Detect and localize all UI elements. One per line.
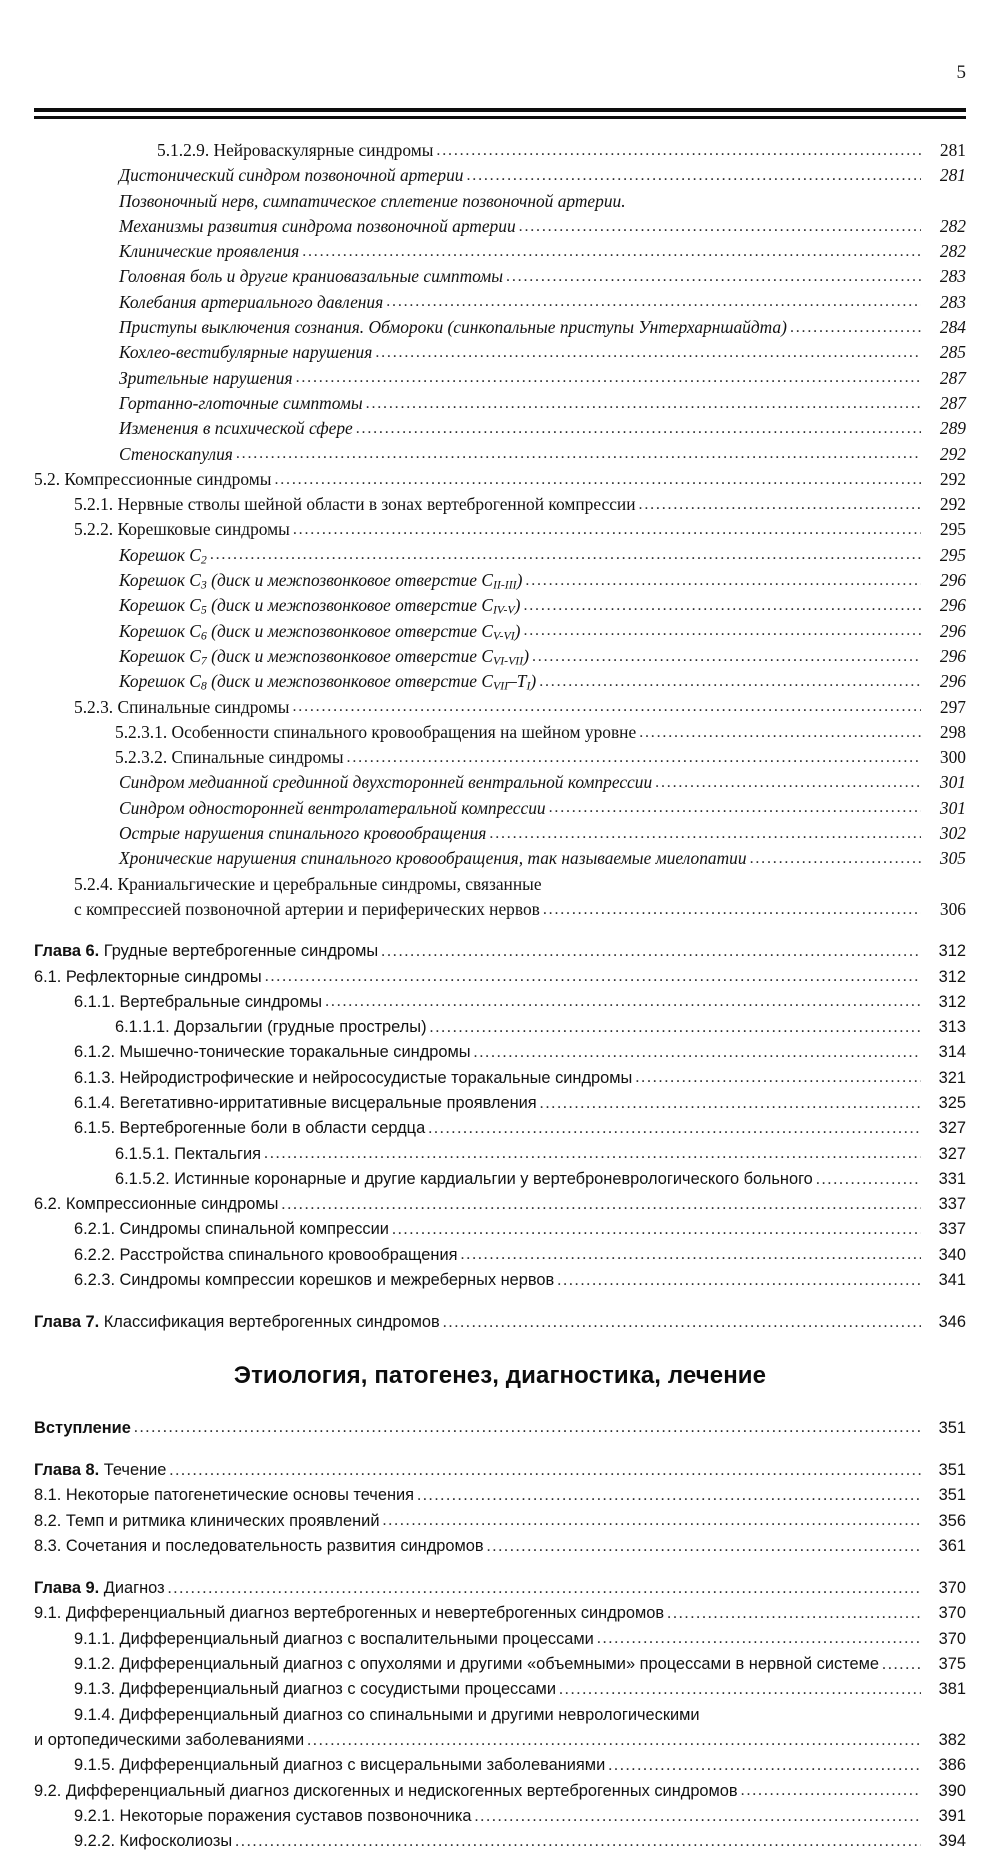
toc-entry[interactable] [34,939,966,964]
toc-entry-page-number: 337 [938,1195,966,1214]
spacer [34,1293,966,1310]
toc-entry[interactable] [34,965,966,990]
toc-entry-page-number: 394 [938,1832,966,1851]
dot-leader [235,1837,921,1854]
toc-entry-page-number: 287 [939,392,966,413]
toc-entry-page-number: 351 [938,1418,966,1437]
dot-leader [882,1660,921,1677]
dot-leader [302,247,921,264]
dot-leader [629,197,921,214]
toc-entry[interactable] [119,619,966,644]
toc-entry[interactable] [74,1804,966,1829]
toc-entry-label: 9.1.1. Дифференциальный диагноз с воспалительными процессами [74,1629,594,1648]
toc-entry-page-number: 337 [938,1220,966,1239]
toc-entry-label: 6.1. Рефлекторные синдромы [34,967,262,986]
toc-entry-page-number: 370 [938,1579,966,1598]
toc-entry-page-number: 292 [939,494,966,515]
toc-entry[interactable] [74,1677,966,1702]
toc-entry-label: 6.1.5. Вертеброгенные боли в области сердца [74,1119,426,1138]
toc-entry[interactable] [74,695,966,720]
dot-leader [703,1711,921,1728]
dot-leader [293,525,921,542]
toc-entry-label: Кохлео-вестибулярные нарушения [119,342,373,363]
toc-entry-page-number: 313 [938,1018,966,1037]
dot-leader [750,854,921,871]
toc-entry-page-number: 370 [938,1604,966,1623]
toc-entry[interactable] [115,745,966,770]
dot-leader [430,1023,921,1040]
toc-entry[interactable] [119,239,966,264]
folio-number: 5 [956,62,966,83]
toc-entry[interactable] [119,770,966,795]
dot-leader [532,652,921,669]
toc-entry-page-number: 390 [938,1781,966,1800]
toc-entry[interactable] [119,416,966,441]
dot-leader [168,1584,921,1601]
toc-entry[interactable] [74,1066,966,1091]
toc-entry-page-number: 287 [939,367,966,388]
toc-entry[interactable] [119,163,966,188]
dot-leader [487,1542,921,1559]
toc-entry-label: 9.2. Дифференциальный диагноз дискогенных и недискогенных вертеброгенных синдромов [34,1781,738,1800]
dot-leader [466,171,921,188]
toc-entry-label: 9.1.2. Дифференциальный диагноз с опухолями и другими «объемными» процессами в нервной системе [74,1655,880,1674]
toc-entry-label: Головная боль и другие краниовазальные симптомы [119,266,504,287]
toc-group-intro [34,1416,966,1441]
dot-leader [523,601,921,618]
toc-entry-label: Дистонический синдром позвоночной артерии [119,165,464,186]
dot-leader [366,399,921,416]
dot-leader [382,1516,921,1533]
dot-leader [816,1175,921,1192]
toc-entry-page-number: 327 [938,1144,966,1163]
toc-entry-page-number: 295 [939,519,966,540]
toc-entry[interactable] [115,1142,966,1167]
toc-entry-label: Глава 9. Диагноз [34,1579,165,1598]
toc-entry-page-number: 306 [939,898,966,919]
toc-entry[interactable] [119,821,966,846]
toc-entry-label: Синдром медианной срединной двухсторонней вентральной компрессии [119,772,653,793]
toc-entry-label: Глава 8. Течение [34,1460,167,1479]
toc-entry-label: Хронические нарушения спинального кровообращения, так называемые миелопатии [119,848,747,869]
toc-entry-page-number: 391 [938,1806,966,1825]
toc-entry-page-number: 301 [939,797,966,818]
toc-entry-page-number: 292 [939,468,966,489]
toc-entry[interactable] [119,366,966,391]
dot-leader [443,1318,921,1335]
toc-entry[interactable] [119,214,966,239]
toc-entry-label: 6.1.4. Вегетативно-ирритативные висцеральные проявления [74,1093,537,1112]
toc-entry-page-number: 312 [938,942,966,961]
dot-leader [557,1276,921,1293]
dot-leader [436,146,921,163]
toc-entry-page-number: 312 [938,967,966,986]
toc-entry-page-number: 292 [939,443,966,464]
dot-leader [667,1609,921,1626]
toc-entry-label: Корешок $C_3$ (диск и межпозвонковое отверстие $C_{II-III}$) [119,570,523,592]
part-heading: Этиология, патогенез, диагностика, лечение [233,1361,767,1389]
dot-leader [639,500,921,517]
toc-entry-page-number: 282 [939,241,966,262]
toc-group-chapter7 [34,1310,966,1335]
toc-entry-page-number: 282 [939,215,966,236]
toc-entry-label: Корешок $C_6$ (диск и межпозвонковое отверстие $C_{V-VI}$) [119,620,521,643]
spacer [34,1559,966,1576]
toc-entry-page-number: 356 [938,1511,966,1530]
toc-entry[interactable] [115,720,966,745]
dot-leader [381,947,921,964]
dot-leader [655,778,921,795]
dot-leader [265,972,921,989]
dot-leader [597,1635,921,1652]
dot-leader [608,1761,921,1778]
toc-entry-page-number: 296 [939,645,966,666]
toc-entry-page-number: 375 [938,1655,966,1674]
toc-entry-label: Острые нарушения спинального кровообращения [119,823,487,844]
toc-entry[interactable] [34,1779,966,1804]
dot-leader [506,272,921,289]
toc-entry-label: 6.1.2. Мышечно-тонические торакальные синдромы [74,1043,471,1062]
toc-entry-label: Корешок $C_8$ (диск и межпозвонковое отверстие $C_{VII}-T_I$) [119,671,537,693]
toc-entry[interactable] [74,1040,966,1065]
toc-entry-page-number: 351 [938,1486,966,1505]
toc-entry-label: 8.2. Темп и ритмика клинических проявлений [34,1511,380,1530]
toc-entry[interactable] [119,264,966,289]
toc-entry-page-number: 302 [939,823,966,844]
toc-entry[interactable] [74,1627,966,1652]
toc-entry-label: Позвоночный нерв, симпатическое сплетение позвоночной артерии. [119,190,626,211]
toc-entry[interactable] [74,492,966,517]
dot-leader [292,702,921,719]
dot-leader [559,1685,921,1702]
dot-leader [210,551,921,568]
toc-entry-label: Зрительные нарушения [119,367,293,388]
toc-entry-page-number: 340 [938,1245,966,1264]
toc-entry-page-number: 305 [939,848,966,869]
toc-entry[interactable] [74,1829,966,1854]
toc-entry[interactable] [74,990,966,1015]
dot-leader [539,677,921,694]
toc-entry[interactable] [74,1753,966,1778]
dot-leader [460,1251,921,1268]
toc-entry-label: 9.2.2. Кифосколиозы [74,1832,233,1851]
toc-entry-label: с компрессией позвоночной артерии и периферических нервов [74,898,540,919]
toc-entry-label: 6.2.1. Синдромы спинальной компрессии [74,1220,389,1239]
toc-entry-page-number: 351 [938,1460,966,1479]
toc-entry[interactable] [119,846,966,871]
toc-entry-page-number: 325 [938,1093,966,1112]
dot-leader [356,424,921,441]
toc-entry-label: Корешок $C_5$ (диск и межпозвонковое отверстие $C_{IV-V}$) [119,595,521,617]
toc-entry-page-number: 321 [938,1068,966,1087]
dot-leader [635,1074,921,1091]
spacer [34,1390,966,1416]
toc-entry-label: 6.2. Компрессионные синдромы [34,1195,279,1214]
toc-entry[interactable] [34,1458,966,1483]
dot-leader [325,998,921,1015]
dot-leader [274,475,921,492]
toc-entry-label: 6.1.5.1. Пектальгия [115,1144,262,1163]
toc-entry-label: 8.1. Некоторые патогенетические основы течения [34,1486,415,1505]
toc-entry-page-number: 296 [939,595,966,616]
toc-entry-page-number: 327 [938,1119,966,1138]
toc-entry-page-number: 312 [938,992,966,1011]
dot-leader [489,829,921,846]
dot-leader [523,627,921,644]
toc-entry-page-number: 370 [938,1629,966,1648]
toc-entry-page-number: 289 [939,418,966,439]
toc-entry-label: 5.2.3.1. Особенности спинального кровообращения на шейном уровне [115,721,637,742]
dot-leader [474,1048,921,1065]
toc-entry-label: Механизмы развития синдрома позвоночной артерии [119,215,516,236]
toc-entry[interactable] [34,1310,966,1335]
toc-entry[interactable] [119,796,966,821]
dot-leader [540,1099,921,1116]
toc-entry-label: Клинические проявления [119,241,300,262]
toc-group-chapter5 [34,138,966,922]
toc-entry-page-number: 295 [939,544,966,565]
dot-leader [281,1200,921,1217]
toc-entry-page-number: 296 [939,570,966,591]
header-rule-thick [34,108,966,112]
toc-entry-page-number: 361 [938,1536,966,1555]
toc-entry[interactable] [74,1217,966,1242]
header-double-rule [34,108,966,122]
dot-leader [543,905,921,922]
toc-entry-label: 5.2. Компрессионные синдромы [34,468,272,489]
toc-entry[interactable] [119,290,966,315]
toc-entry-label: 8.3. Сочетания и последовательность развития синдромов [34,1536,484,1555]
toc-entry-label: 9.1. Дифференциальный диагноз вертеброгенных и невертеброгенных синдромов [34,1604,665,1623]
spacer [34,1336,966,1362]
toc-entry-label: Корешок $C_2$ [119,544,207,567]
toc-entry-label: 5.2.3. Спинальные синдромы [74,696,290,717]
toc-entry[interactable] [34,1483,966,1508]
toc-entry-page-number: 281 [939,165,966,186]
toc-entry[interactable] [119,340,966,365]
toc-entry-label: Колебания артериального давления [119,291,384,312]
toc-entry-label: 5.2.1. Нервные стволы шейной области в зонах вертеброгенной компрессии [74,494,636,515]
toc-entry-page-number: 283 [939,266,966,287]
dot-leader [392,1225,921,1242]
dot-leader [428,1124,921,1141]
toc-entry-label: 6.2.3. Синдромы компрессии корешков и межреберных нервов [74,1271,555,1290]
toc-entry-label: 9.1.5. Дифференциальный диагноз с висцеральными заболеваниями [74,1756,606,1775]
toc-entry-label: 6.1.5.2. Истинные коронарные и другие кардиальгии у вертеброневрологического больного [115,1169,813,1188]
toc-entry[interactable] [119,315,966,340]
toc-entry-page-number: 298 [939,721,966,742]
toc-entry[interactable] [34,1576,966,1601]
toc-entry[interactable] [119,391,966,416]
dot-leader [790,323,921,340]
dot-leader [134,1424,921,1441]
toc-entry-label: Корешок $C_7$ (диск и межпозвонковое отверстие $C_{VI-VII}$) [119,645,529,668]
toc-entry-label: 9.2.1. Некоторые поражения суставов позвоночника [74,1806,472,1825]
toc-entry-label: 5.2.4. Краниальгические и церебральные синдромы, связанные [74,873,542,894]
toc-entry-label: 6.1.3. Нейродистрофические и нейрососудистые торакальные синдромы [74,1068,633,1087]
toc-entry[interactable] [115,1167,966,1192]
dot-leader [264,1149,921,1166]
toc-entry[interactable] [74,897,966,922]
toc-entry[interactable] [119,669,966,694]
toc-group-chapter9 [34,1576,966,1854]
dot-leader [639,728,921,745]
toc-list [34,138,966,1854]
toc-entry[interactable] [74,872,966,897]
spacer [34,1441,966,1458]
toc-entry[interactable] [119,568,966,593]
toc-entry[interactable] [74,1268,966,1293]
toc-group-chapter6 [34,939,966,1293]
toc-entry-label: 6.1.1.1. Дорзальгии (грудные прострелы) [115,1018,427,1037]
toc-entry[interactable] [74,517,966,542]
toc-entry-label: Изменения в психической сфере [119,418,353,439]
toc-entry[interactable] [119,644,966,669]
toc-entry[interactable] [74,1091,966,1116]
toc-entry-page-number: 331 [938,1169,966,1188]
dot-leader [474,1812,921,1829]
dot-leader [169,1466,921,1483]
dot-leader [307,1736,921,1753]
toc-entry[interactable] [119,189,966,214]
toc-entry[interactable] [74,1116,966,1141]
toc-entry-label: 5.2.3.2. Спинальные синдромы [115,747,344,768]
toc-entry-page-number: 341 [938,1271,966,1290]
toc-entry[interactable] [115,1015,966,1040]
page-header [34,0,966,108]
toc-entry-page-number: 301 [939,772,966,793]
toc-entry-label: 5.1.2.9. Нейроваскулярные синдромы [157,140,434,160]
toc-entry-label: 6.2.2. Расстройства спинального кровообращения [74,1245,458,1264]
dot-leader [236,449,921,466]
toc-entry-page-number: 297 [939,696,966,717]
dot-leader [296,374,921,391]
toc-entry-page-number: 382 [938,1730,966,1749]
toc-entry-label: и ортопедическими заболеваниями [34,1730,305,1749]
toc-entry-page-number: 386 [938,1756,966,1775]
dot-leader [549,804,921,821]
toc-entry[interactable] [34,1192,966,1217]
dot-leader [741,1786,921,1803]
toc-group-chapter8 [34,1458,966,1559]
toc-entry[interactable] [74,1703,966,1728]
toc-entry[interactable] [34,1509,966,1534]
toc-entry-page-number: 381 [938,1680,966,1699]
toc-entry-label: 9.1.4. Дифференциальный диагноз со спинальными и другими неврологическими [74,1705,700,1724]
toc-entry[interactable] [119,442,966,467]
toc-entry-label: Приступы выключения сознания. Обмороки (синкопальные приступы Унтерхарншайдта) [119,317,787,338]
dot-leader [519,222,921,239]
toc-entry[interactable] [74,1652,966,1677]
spacer [34,922,966,939]
toc-entry[interactable] [34,467,966,492]
toc-entry-page-number: 296 [939,620,966,641]
toc-entry-label: 9.1.3. Дифференциальный диагноз с сосудистыми процессами [74,1680,556,1699]
toc-entry[interactable] [74,1243,966,1268]
toc-entry-label: 6.1.1. Вертебральные синдромы [74,992,323,1011]
toc-entry[interactable] [119,593,966,618]
toc-entry-label: Глава 6. Грудные вертеброгенные синдромы [34,942,379,961]
toc-entry-label: Вступление [34,1418,131,1437]
toc-entry-label: 5.2.2. Корешковые синдромы [74,519,290,540]
dot-leader [347,753,921,770]
header-rule-thin [34,116,966,119]
toc-entry-page-number: 285 [939,342,966,363]
toc-entry-page-number: 300 [939,747,966,768]
toc-entry[interactable] [157,138,966,163]
dot-leader [386,298,921,315]
toc-entry[interactable] [34,1601,966,1626]
toc-entry-label: Синдром односторонней вентролатеральной компрессии [119,797,546,818]
toc-entry[interactable] [34,1534,966,1559]
toc-entry[interactable] [34,1416,966,1441]
toc-entry-label: Гортанно-глоточные симптомы [119,392,363,413]
toc-entry-page-number: 296 [939,671,966,692]
dot-leader [375,348,921,365]
dot-leader [525,576,921,593]
toc-entry-label: Стеноскапулия [119,443,233,464]
toc-entry[interactable] [34,1728,966,1753]
toc-entry-label: Глава 7. Классификация вертеброгенных синдромов [34,1313,440,1332]
toc-entry-page-number: 314 [938,1043,966,1062]
toc-entry[interactable] [119,543,966,568]
toc-entry-page-number: 281 [939,140,966,160]
dot-leader [417,1491,921,1508]
toc-entry-page-number: 346 [938,1313,966,1332]
toc-entry-page-number: 284 [939,317,966,338]
dot-leader [545,880,921,897]
toc-entry-page-number: 283 [939,291,966,312]
